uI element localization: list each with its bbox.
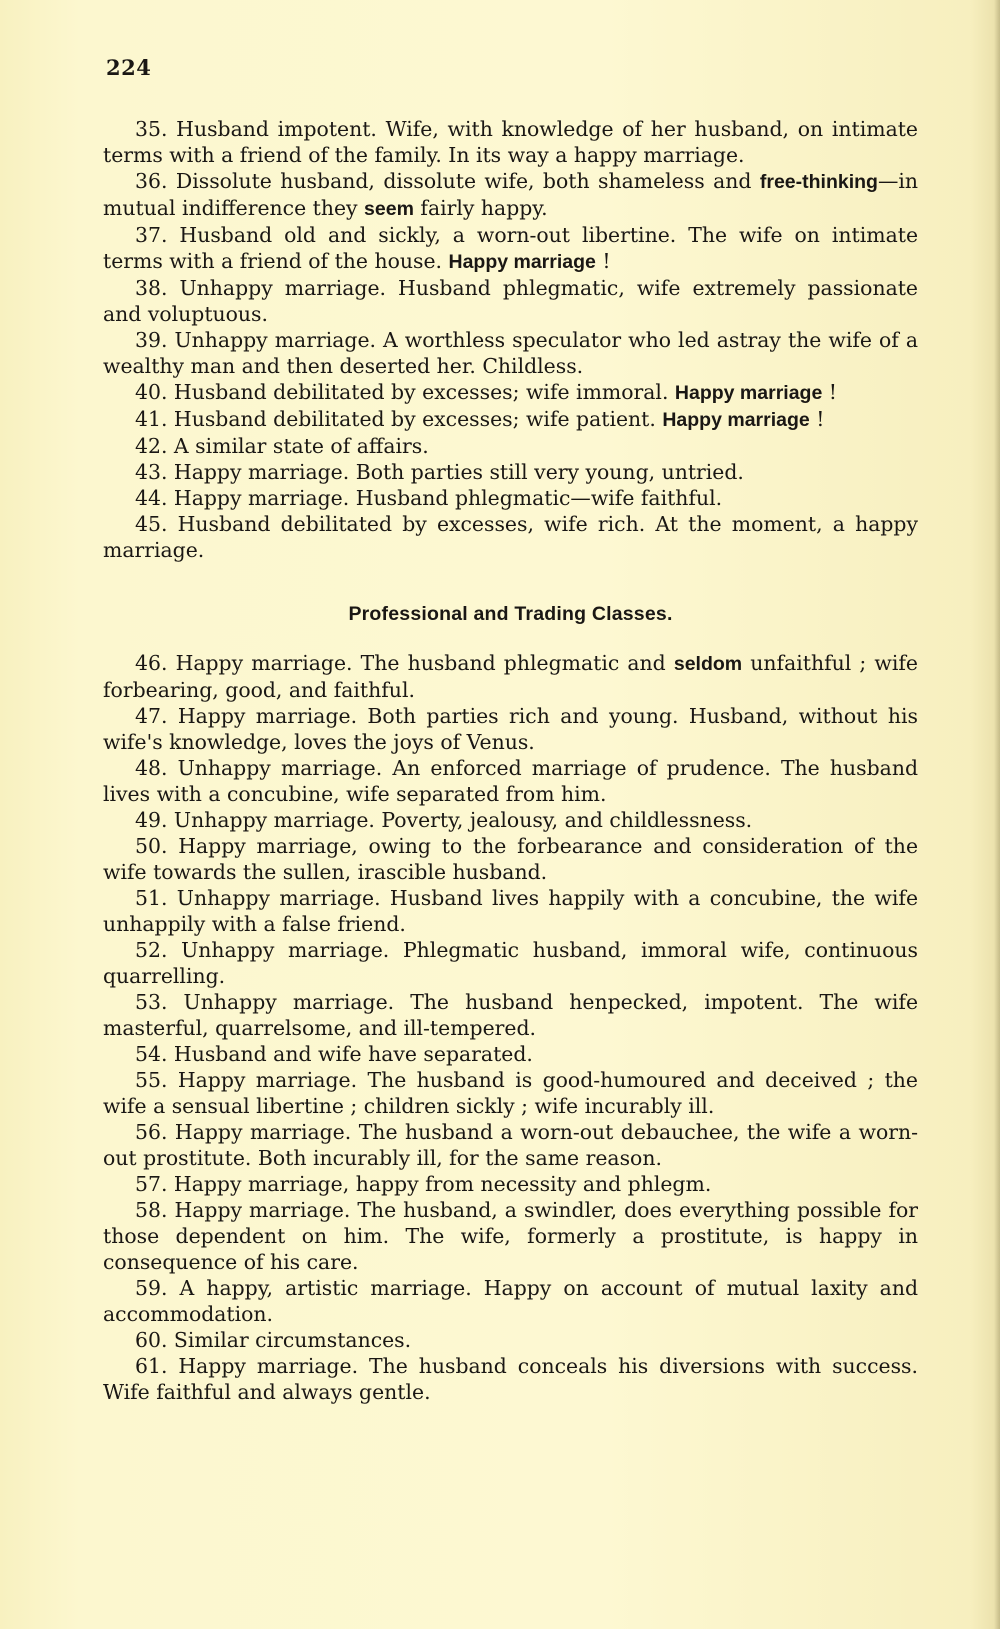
entry-number: 38. xyxy=(135,276,168,300)
list-item xyxy=(103,116,918,168)
entry-text: Unhappy marriage. Poverty, jealousy, and childlessness. xyxy=(173,808,753,832)
entry-number: 57. xyxy=(135,1172,168,1196)
entry-text: Happy marriage. The husband phlegmatic and xyxy=(175,651,674,675)
entry-number: 52. xyxy=(135,938,168,962)
entry-number: 46. xyxy=(135,651,168,675)
list-item xyxy=(103,1067,918,1119)
entry-number: 55. xyxy=(135,1068,168,1092)
entry-number: 49. xyxy=(135,808,168,832)
entry-number: 48. xyxy=(135,756,168,780)
list-item xyxy=(103,222,918,275)
list-item xyxy=(103,327,918,379)
emphasized-text: Happy marriage xyxy=(662,409,810,431)
entry-number: 50. xyxy=(135,834,168,858)
entry-number: 45. xyxy=(135,512,168,536)
entry-text: Similar circumstances. xyxy=(173,1328,412,1352)
entry-text: unfaithful ; wife forbearing, good, and faithful. xyxy=(103,651,918,702)
entry-text: Unhappy marriage. A worthless speculator who led astray the wife of a wealthy man and then deserted her. Childless. xyxy=(103,328,919,378)
list-item xyxy=(103,937,918,989)
entry-number: 35. xyxy=(135,117,168,141)
list-item xyxy=(103,1275,918,1327)
list-item xyxy=(103,379,918,406)
entry-text: Happy marriage. The husband is good-humoured and deceived ; the wife a sensual libertine ; children sickly ; wife incurably ill. xyxy=(103,1068,918,1118)
entry-text: Unhappy marriage. Husband phlegmatic, wife extremely passionate and voluptuous. xyxy=(103,276,918,326)
entry-number: 39. xyxy=(135,328,168,352)
list-item xyxy=(103,807,918,833)
entry-text: Unhappy marriage. Phlegmatic husband, immoral wife, continuous quarrelling. xyxy=(103,938,918,988)
entry-text: Unhappy marriage. An enforced marriage of prudence. The husband lives with a concubine, wife separated from him. xyxy=(103,756,919,806)
list-item xyxy=(103,989,918,1041)
entry-text: Dissolute husband, dissolute wife, both shameless and xyxy=(175,169,760,193)
entry-number: 43. xyxy=(135,460,168,484)
list-item xyxy=(103,885,918,937)
entry-number: 56. xyxy=(135,1120,168,1144)
entry-text: Happy marriage, owing to the forbearance and consideration of the wife towards the sullen, irascible husband. xyxy=(103,834,919,884)
entry-number: 51. xyxy=(135,886,168,910)
entry-number: 37. xyxy=(135,223,168,247)
entry-text: Happy marriage, happy from necessity and phlegm. xyxy=(173,1172,712,1196)
list-item xyxy=(103,703,918,755)
entry-text: Husband debilitated by excesses; wife immoral. xyxy=(173,380,675,404)
list-item xyxy=(103,650,918,703)
emphasized-text: seldom xyxy=(673,653,743,675)
page-number: 224 xyxy=(106,55,152,80)
list-item xyxy=(103,511,918,563)
entry-text: Happy marriage. The husband conceals his diversions with success. Wife faithful and always gentle. xyxy=(103,1354,918,1404)
entry-text: Happy marriage. The husband a worn-out debauchee, the wife a worn-out prostitute. Both incurably ill, for the same reason. xyxy=(103,1120,918,1170)
entry-text: Unhappy marriage. Husband lives happily with a concubine, the wife unhappily with a false friend. xyxy=(103,886,919,936)
list-item xyxy=(103,406,918,433)
entry-text: Happy marriage. Husband phlegmatic—wife faithful. xyxy=(173,486,723,510)
entry-text: ! xyxy=(809,407,825,431)
entry-text: Husband and wife have separated. xyxy=(173,1042,533,1066)
list-item xyxy=(103,755,918,807)
entry-text: ! xyxy=(595,249,611,273)
emphasized-text: Happy marriage xyxy=(448,251,596,273)
list-item xyxy=(103,1171,918,1197)
list-item xyxy=(103,1353,918,1405)
entry-number: 59. xyxy=(135,1276,168,1300)
entry-number: 58. xyxy=(135,1198,168,1222)
entry-text: Happy marriage. Both parties still very young, untried. xyxy=(173,460,744,484)
emphasized-text: seem xyxy=(364,198,414,220)
list-item xyxy=(103,168,918,222)
entry-text: A happy, artistic marriage. Happy on account of mutual laxity and accommodation. xyxy=(103,1276,919,1326)
entry-number: 60. xyxy=(135,1328,168,1352)
entry-text: Happy marriage. Both parties rich and young. Husband, without his wife's knowledge, loves the joys of Venus. xyxy=(103,704,918,754)
entry-number: 61. xyxy=(135,1354,168,1378)
entry-number: 44. xyxy=(135,486,168,510)
page-edge-shadow xyxy=(994,0,1000,1629)
entry-list-before-heading xyxy=(103,116,918,563)
entry-number: 42. xyxy=(135,434,168,458)
entry-text: ! xyxy=(822,380,837,404)
entry-text: Husband debilitated by excesses, wife rich. At the moment, a happy marriage. xyxy=(103,512,918,562)
entry-number: 47. xyxy=(135,704,168,728)
entry-list-after-heading xyxy=(103,650,918,1405)
entry-text: fairly happy. xyxy=(413,196,548,220)
entry-text: Unhappy marriage. The husband henpecked, impotent. The wife masterful, quarrelsome, and ill-tempered. xyxy=(103,990,919,1040)
emphasized-text: Happy marriage xyxy=(674,382,823,404)
list-item xyxy=(103,275,918,327)
entry-text: Husband old and sickly, a worn-out libertine. The wife on intimate terms with a friend of the house. xyxy=(103,223,919,273)
page-body xyxy=(103,116,918,1405)
list-item xyxy=(103,433,918,459)
entry-number: 36. xyxy=(135,169,168,193)
list-item xyxy=(103,1197,918,1275)
entry-number: 53. xyxy=(135,990,168,1014)
entry-text: A similar state of affairs. xyxy=(173,434,429,458)
list-item xyxy=(103,1041,918,1067)
list-item xyxy=(103,459,918,485)
entry-number: 40. xyxy=(135,380,168,404)
entry-text: Husband debilitated by excesses; wife patient. xyxy=(173,407,663,431)
entry-number: 41. xyxy=(135,407,168,431)
section-heading: Professional and Trading Classes. xyxy=(348,603,673,625)
entry-text: Happy marriage. The husband, a swindler, does everything possible for those dependent on him. The wife, formerly a prostitute, is happy in consequence of his care. xyxy=(103,1198,919,1274)
list-item xyxy=(103,1327,918,1353)
list-item xyxy=(103,485,918,511)
list-item xyxy=(103,833,918,885)
entry-number: 54. xyxy=(135,1042,168,1066)
entry-text: Husband impotent. Wife, with knowledge of her husband, on intimate terms with a friend of the family. In its way a happy marriage. xyxy=(103,117,918,167)
list-item xyxy=(103,1119,918,1171)
entry-text: —in mutual indifference they xyxy=(103,169,919,220)
emphasized-text: free-thinking xyxy=(759,171,878,193)
